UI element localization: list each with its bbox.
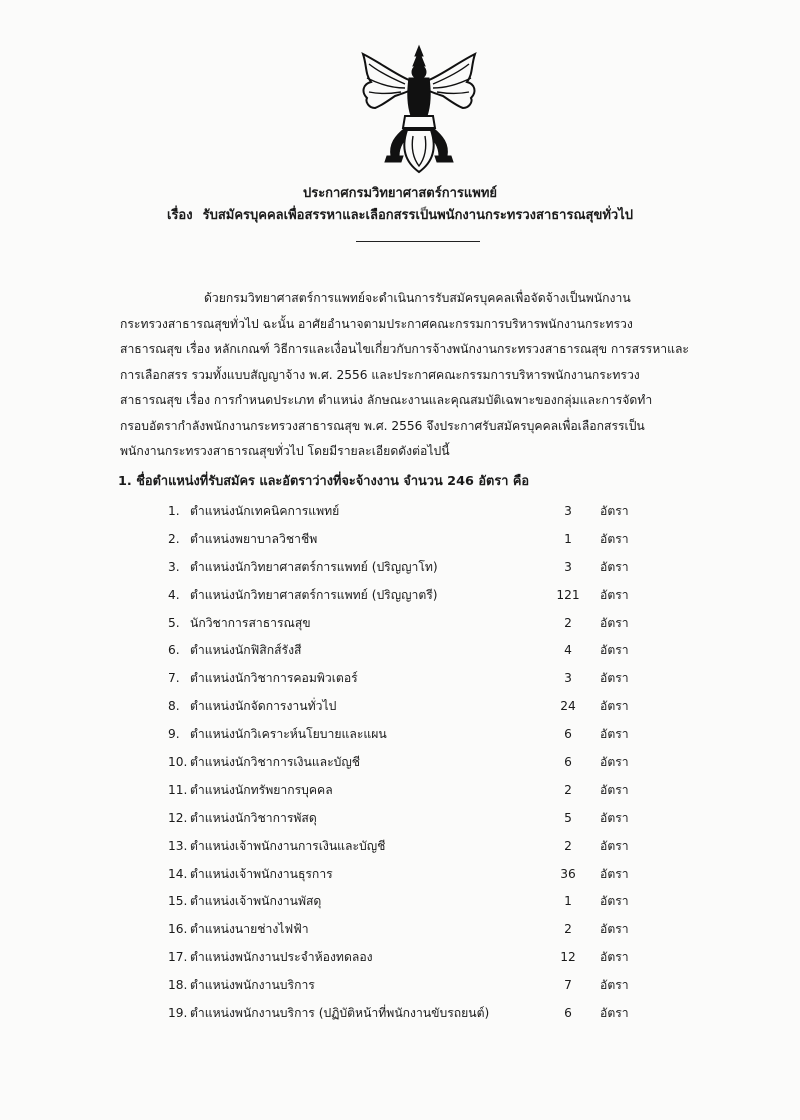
list-item (168, 526, 688, 554)
position-count: 36 (560, 866, 576, 881)
position-count: 6 (564, 755, 572, 770)
list-item (168, 944, 688, 972)
position-unit: อัตรา (600, 782, 629, 797)
position-name: ตำแหน่งนักวิทยาศาสตร์การแพทย์ (ปริญญาตรี) (190, 587, 438, 602)
position-count: 4 (564, 643, 572, 658)
list-item (168, 916, 688, 944)
item-number: 1. (168, 504, 180, 518)
announcement-subject (0, 204, 800, 225)
body-line: ด้วยกรมวิทยาศาสตร์การแพทย์จะดำเนินการรับสมัครบุคคลเพื่อจัดจ้างเป็นพนักงาน (204, 291, 631, 305)
body-line: การเลือกสรร รวมทั้งแบบสัญญาจ้าง พ.ศ. 2556 และประกาศคณะกรรมการบริหารพนักงานกระทรวง (120, 367, 640, 382)
position-unit: อัตรา (600, 866, 629, 881)
item-number: 13. (168, 838, 188, 853)
item-number: 14. (168, 866, 188, 881)
position-count: 6 (564, 727, 572, 742)
position-unit: อัตรา (600, 755, 629, 770)
position-name: ตำแหน่งนักวิเคราะห์นโยบายและแผน (190, 727, 387, 742)
garuda-emblem-icon (355, 44, 483, 174)
position-name: ตำแหน่งนักวิชาการเงินและบัญชี (190, 755, 361, 770)
position-name: ตำแหน่งนักจัดการงานทั่วไป (190, 699, 337, 714)
position-count: 5 (564, 810, 572, 825)
body-line: กระทรวงสาธารณสุขทั่วไป ฉะนั้น อาศัยอำนาจตามประกาศคณะกรรมการบริหารพนักงานกระทรวง (120, 316, 633, 331)
position-count: 12 (560, 950, 576, 965)
body-line: พนักงานกระทรวงสาธารณสุขทั่วไป โดยมีรายละเอียดดังต่อไปนี้ (120, 444, 450, 458)
position-unit: อัตรา (600, 894, 629, 909)
item-number: 17. (168, 950, 188, 965)
position-unit: อัตรา (600, 643, 629, 658)
position-name: ตำแหน่งเจ้าพนักงานพัสดุ (190, 894, 322, 909)
item-number: 4. (168, 587, 180, 602)
position-count: 121 (556, 587, 580, 602)
position-unit: อัตรา (600, 559, 629, 574)
position-unit: อัตรา (600, 671, 629, 686)
position-name: ตำแหน่งพยาบาลวิชาชีพ (190, 531, 318, 546)
item-number: 12. (168, 810, 188, 825)
list-item (168, 833, 688, 861)
list-item (168, 777, 688, 805)
body-line: สาธารณสุข เรื่อง หลักเกณฑ์ วิธีการและเงื่อนไขเกี่ยวกับการจ้างพนักงานกระทรวงสาธารณสุข การสรรหาและ (120, 342, 689, 356)
list-item (168, 693, 688, 721)
item-number: 6. (168, 643, 180, 658)
position-unit: อัตรา (600, 531, 629, 546)
position-name: ตำแหน่งนักทรัพยากรบุคคล (190, 782, 333, 797)
position-count: 2 (564, 782, 572, 797)
list-item (168, 637, 688, 665)
item-number: 5. (168, 615, 180, 630)
position-name: ตำแหน่งนักวิทยาศาสตร์การแพทย์ (ปริญญาโท) (190, 559, 438, 574)
subject-label: เรื่อง (167, 208, 193, 223)
body-line: กรอบอัตรากำลังพนักงานกระทรวงสาธารณสุข พ.ศ. 2556 จึงประกาศรับสมัครบุคคลเพื่อเลือกสรรเป็น (120, 418, 645, 433)
list-item (168, 665, 688, 693)
item-number: 18. (168, 978, 188, 993)
announcement-title: ประกาศกรมวิทยาศาสตร์การแพทย์ (302, 186, 498, 201)
position-name: ตำแหน่งนายช่างไฟฟ้า (190, 922, 309, 937)
position-name: ตำแหน่งเจ้าพนักงานธุรการ (190, 866, 333, 881)
position-name: ตำแหน่งนักฟิสิกส์รังสี (190, 643, 302, 658)
position-unit: อัตรา (600, 504, 629, 518)
position-unit: อัตรา (600, 699, 629, 714)
position-unit: อัตรา (600, 922, 629, 937)
item-number: 16. (168, 922, 188, 937)
item-number: 2. (168, 531, 180, 546)
position-unit: อัตรา (600, 727, 629, 742)
position-name: ตำแหน่งนักเทคนิคการแพทย์ (190, 504, 340, 518)
list-item (168, 805, 688, 833)
subject-text: รับสมัครบุคคลเพื่อสรรหาและเลือกสรรเป็นพนักงานกระทรวงสาธารณสุขทั่วไป (202, 208, 633, 223)
list-item (168, 972, 688, 1000)
position-unit: อัตรา (600, 950, 629, 965)
positions-list (168, 498, 688, 1028)
item-number: 9. (168, 727, 180, 742)
body-paragraph (120, 286, 724, 465)
position-count: 2 (564, 838, 572, 853)
list-item (168, 888, 688, 916)
position-unit: อัตรา (600, 978, 629, 993)
position-count: 6 (564, 1006, 572, 1021)
position-name: นักวิชาการสาธารณสุข (190, 615, 311, 630)
position-unit: อัตรา (600, 615, 629, 630)
position-unit: อัตรา (600, 810, 629, 825)
position-name: ตำแหน่งพนักงานประจำห้องทดลอง (190, 950, 373, 965)
item-number: 15. (168, 894, 188, 909)
list-item (168, 749, 688, 777)
position-unit: อัตรา (600, 838, 629, 853)
list-item (168, 498, 688, 526)
item-number: 19. (168, 1006, 188, 1021)
section-heading: 1. ชื่อตำแหน่งที่รับสมัคร และอัตราว่างที่จะจ้างงาน จำนวน 246 อัตรา คือ (118, 474, 530, 489)
position-count: 3 (564, 671, 572, 686)
list-item (168, 1000, 688, 1028)
position-name: ตำแหน่งนักวิชาการคอมพิวเตอร์ (190, 671, 358, 686)
position-name: ตำแหน่งพนักงานบริการ (ปฏิบัติหน้าที่พนักงานขับรถยนต์) (190, 1006, 490, 1021)
position-count: 3 (564, 559, 572, 574)
list-item (168, 861, 688, 889)
position-count: 2 (564, 615, 572, 630)
body-line: สาธารณสุข เรื่อง การกำหนดประเภท ตำแหน่ง ลักษณะงานและคุณสมบัติเฉพาะของกลุ่มและการจัดทำ (120, 393, 653, 407)
list-item (168, 554, 688, 582)
item-number: 11. (168, 782, 188, 797)
position-name: ตำแหน่งเจ้าพนักงานการเงินและบัญชี (190, 838, 386, 853)
position-count: 24 (560, 699, 576, 714)
position-count: 1 (564, 531, 572, 546)
position-unit: อัตรา (600, 587, 629, 602)
list-item (168, 582, 688, 610)
position-name: ตำแหน่งนักวิชาการพัสดุ (190, 810, 317, 825)
position-count: 1 (564, 894, 572, 909)
item-number: 10. (168, 755, 188, 770)
position-count: 2 (564, 922, 572, 937)
position-count: 3 (564, 504, 572, 518)
title-divider (356, 241, 480, 242)
position-name: ตำแหน่งพนักงานบริการ (190, 978, 315, 993)
item-number: 7. (168, 671, 180, 686)
position-unit: อัตรา (600, 1006, 629, 1021)
item-number: 8. (168, 699, 180, 714)
list-item (168, 610, 688, 638)
list-item (168, 721, 688, 749)
item-number: 3. (168, 559, 180, 574)
position-count: 7 (564, 978, 572, 993)
